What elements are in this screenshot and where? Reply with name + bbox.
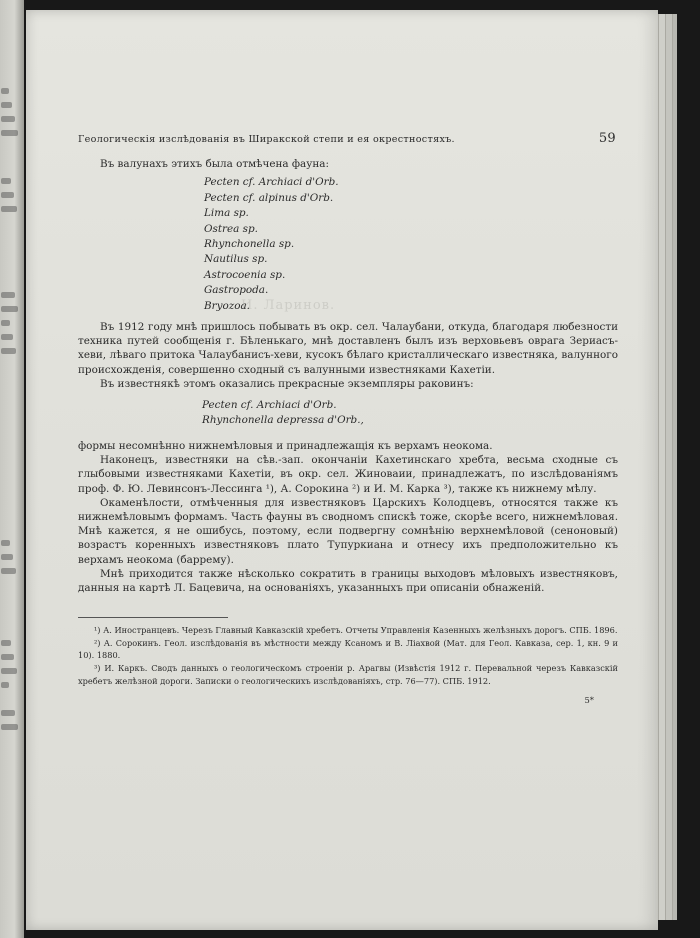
page-stack-edge	[672, 14, 677, 920]
fauna-item: Gastropoda.	[204, 284, 269, 297]
fauna-item: Rhynchonella depressa d'Orb.,	[202, 414, 364, 427]
fauna-item: Pecten cf. Archiaci d'Orb.	[204, 176, 339, 189]
adjacent-text-fragment	[1, 724, 18, 730]
adjacent-page-text	[1, 0, 21, 938]
adjacent-text-fragment	[1, 710, 15, 716]
signature-mark: 5*	[584, 695, 594, 706]
footnote: ³) И. Каркъ. Сводъ данныхъ о геологическомъ строеніи р. Арагвы (Извѣстія 1912 г. Перевальной черезъ Кавказскій хребетъ желѣзной дороги. Записки о геологическихъ изслѣдованіяхъ, стр. 76—77). СПБ. 1912.	[78, 662, 618, 686]
fauna-item: Nautilus sp.	[204, 253, 268, 266]
adjacent-text-fragment	[1, 540, 10, 546]
page-number: 59	[598, 131, 616, 146]
footnote-rule	[78, 617, 228, 618]
book-page	[26, 10, 658, 930]
page-stack-edge	[658, 14, 665, 920]
adjacent-text-fragment	[1, 334, 13, 340]
footnote: ²) А. Сорокинъ. Геол. изслѣдованія въ мѣстности между Ксаномъ и В. Ліахвой (Мат. для Геол. Кавказа, сер. 1, кн. 9 и 10). 1880.	[78, 637, 618, 661]
fauna-item: Lima sp.	[204, 207, 249, 220]
paragraph-2: Въ известнякѣ этомъ оказались прекрасные экземпляры раковинъ:	[100, 377, 474, 390]
adjacent-text-fragment	[1, 554, 13, 560]
page-stack-edge	[665, 14, 672, 920]
adjacent-text-fragment	[1, 668, 17, 674]
adjacent-text-fragment	[1, 206, 17, 212]
paragraph-1: Въ 1912 году мнѣ пришлось побывать въ окр. сел. Чалаубани, откуда, благодаря любезности техника путей сообщенія г. Бѣленькаго, мнѣ доставленъ былъ изъ верховьевъ оврага Зериасъ-хеви, лѣваго притока Чалаубанисъ-хеви, кусокъ бѣлаго кристаллическаго известняка, валунного происхожденія, совершенно сходный съ валунными известняками Кахетіи.	[78, 321, 618, 376]
paragraph-5: Окаменѣлости, отмѣченныя для известняковъ Царскихъ Колодцевъ, относятся также къ нижнемѣловымъ формамъ. Часть фауны въ сводномъ спискѣ тоже, скорѣе всего, нижнемѣловая. Мнѣ кажется, я не ошибусь, поэтому, если подвергну сомнѣнію верхнемѣловой (сеноновый) возрастъ коренныхъ известняковъ плато Тупуркиана и отнесу ихъ предположительно къ верхамъ неокома (баррему).	[78, 496, 618, 566]
fauna-item: Pecten cf. alpinus d'Orb.	[204, 191, 334, 204]
footnote: ¹) А. Иностранцевъ. Черезъ Главный Кавказскій хребетъ. Отчеты Управленія Казенныхъ желѣзныхъ дорогъ. СПБ. 1896.	[94, 625, 618, 636]
adjacent-text-fragment	[1, 654, 14, 660]
adjacent-text-fragment	[1, 88, 9, 94]
adjacent-text-fragment	[1, 116, 15, 122]
adjacent-text-fragment	[1, 306, 18, 312]
fauna-item: Astrocoenia sp.	[204, 268, 286, 281]
paragraph-3: формы несомнѣнно нижнемѣловыя и принадлежащія къ верхамъ неокома.	[78, 439, 493, 452]
adjacent-text-fragment	[1, 178, 11, 184]
fauna-list-1	[204, 175, 618, 314]
fauna-list-2	[202, 398, 618, 429]
running-head	[78, 132, 618, 147]
adjacent-text-fragment	[1, 292, 15, 298]
adjacent-text-fragment	[1, 192, 14, 198]
fauna-item: Rhynchonella sp.	[204, 238, 295, 251]
paragraph-4: Наконецъ, известняки на сѣв.-зап. окончаніи Кахетинскаго хребта, весьма сходные съ глыбовыми известняками Кахетіи, въ окр. сел. Жиноваии, принадлежатъ, по изслѣдованіямъ проф. Ф. Ю. Левинсонъ-Лессинга ¹), А. Сорокина ²) и И. М. Карка ³), также къ нижнему мѣлу.	[78, 454, 618, 495]
adjacent-text-fragment	[1, 640, 11, 646]
fauna-item: Ostrea sp.	[204, 222, 258, 235]
fauna-item: Pecten cf. Archiaci d'Orb.	[202, 399, 337, 412]
adjacent-text-fragment	[1, 102, 12, 108]
footnotes	[78, 624, 618, 687]
running-head-title: Геологическія изслѣдованія въ Ширакской степи и ея окрестностяхъ.	[78, 134, 455, 145]
show-through-heading: И. Ларинов.	[241, 298, 336, 313]
paragraph-6: Мнѣ приходится также нѣсколько сократить в границы выходовъ мѣловыхъ известняковъ, данныя на картѣ Л. Бацевича, на основаніяхъ, указанныхъ при описаніи обнаженій.	[78, 567, 618, 594]
fauna-item: Bryozoa.	[204, 299, 250, 312]
intro-paragraph: Въ валунахъ этихъ была отмѣчена фауна:	[100, 158, 329, 171]
adjacent-text-fragment	[1, 568, 16, 574]
adjacent-text-fragment	[1, 682, 9, 688]
page-content	[78, 132, 618, 707]
adjacent-text-fragment	[1, 348, 16, 354]
adjacent-page-edge	[0, 0, 24, 938]
adjacent-text-fragment	[1, 130, 18, 136]
adjacent-text-fragment	[1, 320, 10, 326]
